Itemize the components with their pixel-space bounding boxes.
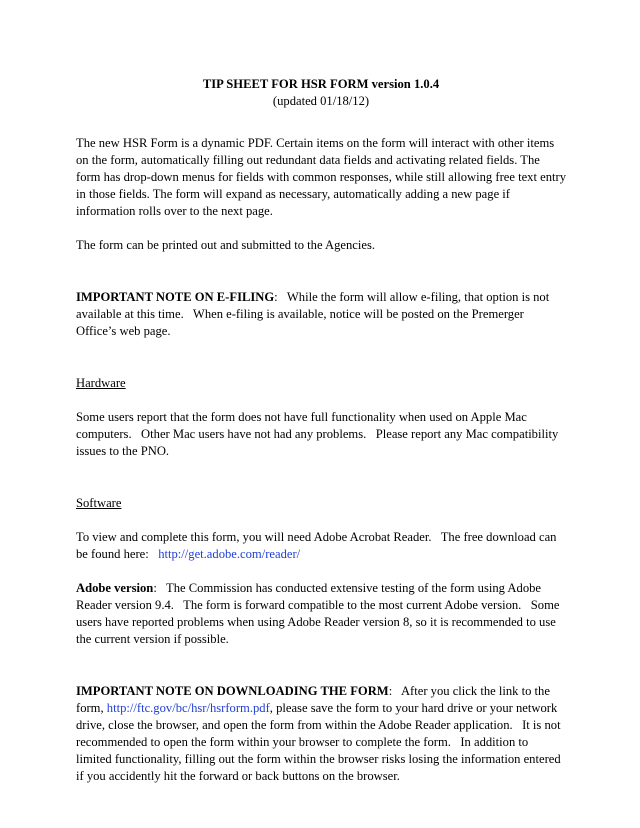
software-heading: Software [76, 496, 122, 510]
download-paragraph [76, 683, 566, 785]
efiling-paragraph [76, 289, 566, 340]
download-text-after: , please save the form to your hard drive or your network drive, close the browser, and open the form from within the Adobe Reader application. It is not recommended to open the form within your browser to complete the form. In addition to limited functionality, filling out the form within the browser risks losing the information entered if you accidently hit the forward or back buttons on the browser. [76, 701, 564, 783]
software-paragraph [76, 529, 566, 563]
document-title: TIP SHEET FOR HSR FORM version 1.0.4 [202, 77, 440, 91]
adobe-version-text: The Commission has conducted extensive testing of the form using Adobe Reader version 9.4. The form is forward compatible to the most current Adobe version. Some users have reported problems when using Adobe Reader version 8, so it is recommended to use the current version if possible. [76, 581, 563, 646]
download-text-before: After you click the link to the form, [76, 684, 554, 715]
title-block [76, 76, 566, 110]
intro-paragraph: The new HSR Form is a dynamic PDF. Certain items on the form will interact with other items on the form, automatically filling out redundant data fields and activating related fields. The form has drop-down menus for fields with common responses, while still allowing free text entry in those fields. The form will expand as necessary, automatically adding a new page if information rolls over to the next page. [76, 136, 567, 218]
adobe-version-label: Adobe version [76, 581, 154, 595]
print-note-paragraph: The form can be printed out and submitted to the Agencies. [76, 238, 376, 252]
download-colon: : [388, 684, 393, 698]
efiling-heading: IMPORTANT NOTE ON E-FILING [76, 290, 275, 304]
software-text: To view and complete this form, you will need Adobe Acrobat Reader. The free download can be found here: [76, 530, 560, 561]
adobe-version-paragraph [76, 580, 566, 648]
hardware-heading: Hardware [76, 376, 126, 390]
download-heading: IMPORTANT NOTE ON DOWNLOADING THE FORM [76, 684, 389, 698]
updated-date: (updated 01/18/12) [272, 94, 370, 108]
hardware-paragraph: Some users report that the form does not have full functionality when used on Apple Mac computers. Other Mac users have not had any problems. Please report any Mac compatibility issues to the PNO. [76, 410, 562, 458]
hsr-form-link[interactable]: http://ftc.gov/bc/hsr/hsrform.pdf [106, 701, 270, 715]
efiling-colon: : [274, 290, 278, 304]
adobe-reader-link[interactable]: http://get.adobe.com/reader/ [158, 547, 301, 561]
adobe-version-colon: : [153, 581, 157, 595]
efiling-text: While the form will allow e-filing, that option is not available at this time. When e-filing is available, notice will be posted on the Premerger Office’s web page. [76, 290, 553, 338]
